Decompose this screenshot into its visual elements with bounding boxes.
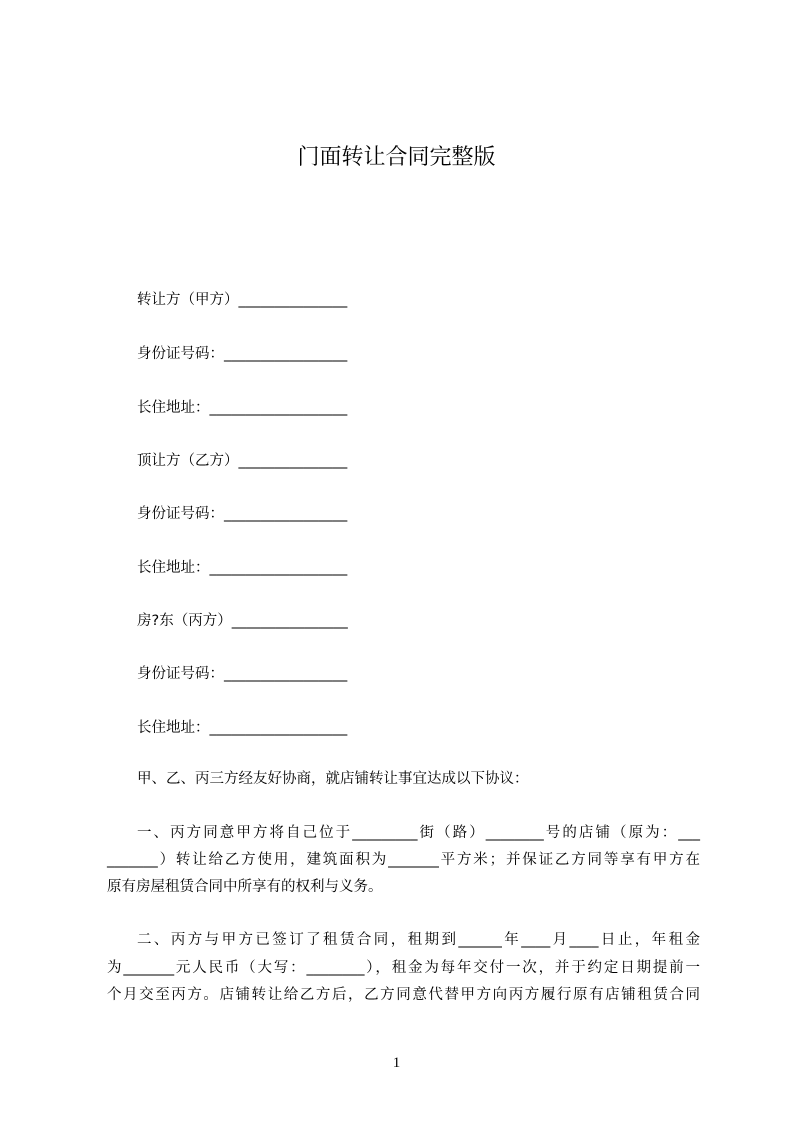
party-b-address-field: 长住地址：___________________ bbox=[137, 560, 348, 576]
clause-1-line: _______）转让给乙方使用，建筑面积为_______平方米；并保证乙方同等享有甲方在 bbox=[107, 852, 700, 868]
clause-2-line: 个月交至丙方。店铺转让给乙方后，乙方同意代替甲方向丙方履行原有店铺租赁合同 bbox=[107, 987, 700, 1003]
intro-paragraph: 甲、乙、丙三方经友好协商，就店铺转让事宜达成以下协议： bbox=[137, 771, 529, 787]
party-c-address-field: 长住地址：___________________ bbox=[137, 720, 348, 736]
document-title: 门面转让合同完整版 bbox=[297, 145, 496, 170]
party-a-address-field: 长住地址：___________________ bbox=[137, 400, 348, 416]
party-a-id-field: 身份证号码：_________________ bbox=[137, 346, 348, 362]
party-a-field: 转让方（甲方）_______________ bbox=[137, 292, 348, 308]
clause-2-line: 二、丙方与甲方已签订了租赁合同，租期到______年____月____日止，年租金 bbox=[137, 932, 700, 948]
clause-2-line: 为_______元人民币（大写：________），租金为每年交付一次，并于约定日期提前一 bbox=[107, 960, 700, 976]
clause-1-line: 一、丙方同意甲方将自己位于_________街（路）________号的店铺（原为：___ bbox=[137, 825, 700, 841]
party-b-id-field: 身份证号码：_________________ bbox=[137, 506, 348, 522]
party-b-field: 顶让方（乙方）_______________ bbox=[137, 453, 348, 469]
party-c-field: 房?东（丙方）________________ bbox=[137, 613, 348, 629]
party-c-id-field: 身份证号码：_________________ bbox=[137, 666, 348, 682]
page-number: 1 bbox=[392, 1055, 401, 1071]
clause-1-line: 原有房屋租赁合同中所享有的权利与义务。 bbox=[107, 879, 383, 895]
